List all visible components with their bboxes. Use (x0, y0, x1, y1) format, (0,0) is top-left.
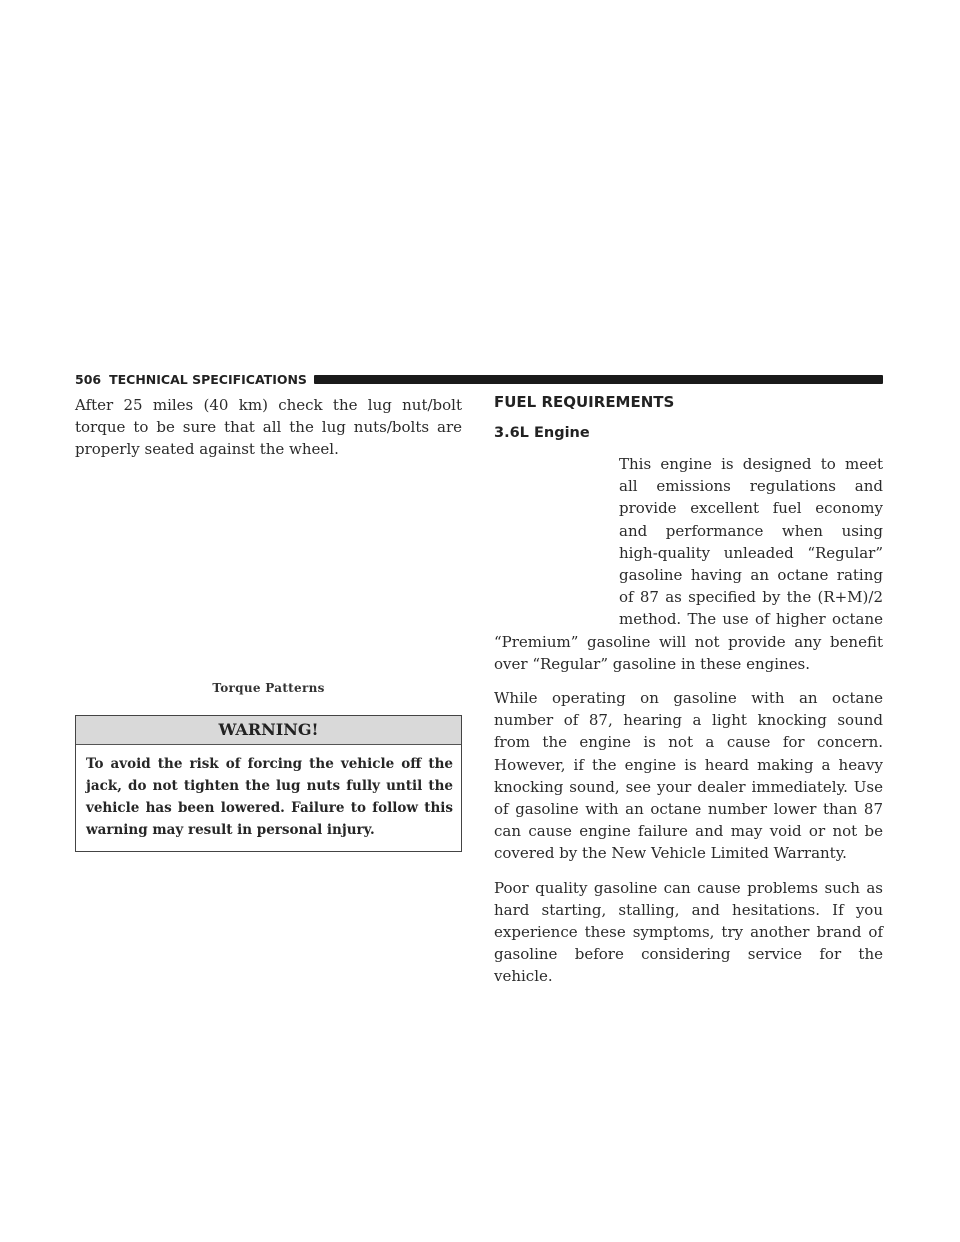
warning-title: WARNING! (76, 716, 461, 745)
left-column (75, 394, 462, 838)
fuel-paragraph-1: This engine is designed to meet all emissions regulations and provide excellent fuel economy and performance when using high-quality unleaded “Regular” gasoline having an octane rating of 87 as specified by the (R+M)/2 method. The use of higher octane “Premium” gasoline will not provide any benefit over “Regular” gasoline in these engines. (494, 455, 883, 673)
warning-box (75, 715, 462, 852)
fuel-paragraph-2: While operating on gasoline with an octane number of 87, hearing a light knocking sound from the engine is not a cause for concern. However, if the engine is heard making a heavy knocking sound, see your dealer immediately. Use of gasoline with an octane number lower than 87 can cause engine failure and may void or not be covered by the New Vehicle Limited Warranty. (494, 689, 883, 863)
page-number: 506 (75, 371, 102, 387)
engine-subheading: 3.6L Engine (494, 425, 590, 441)
fuel-icon-area (494, 453, 619, 610)
fuel-requirements-heading: FUEL REQUIREMENTS (494, 393, 675, 411)
torque-pattern-figure (75, 461, 462, 711)
warning-text: To avoid the risk of forcing the vehicle off the jack, do not tighten the lug nuts fully until the vehicle has been lowered. Failure to follow this warning may result in personal injury. (86, 756, 453, 838)
section-title: TECHNICAL SPECIFICATIONS (109, 371, 307, 387)
intro-paragraph: After 25 miles (40 km) check the lug nut/bolt torque to be sure that all the lug nuts/bolts are properly seated against the wheel. (75, 396, 462, 459)
figure-caption: Torque Patterns (212, 681, 325, 695)
right-column (494, 394, 883, 988)
page-header (75, 369, 883, 389)
fuel-paragraph-3: Poor quality gasoline can cause problems such as hard starting, stalling, and hesitations. If you experience these symptoms, try another brand of gasoline before considering service for the vehicle. (494, 878, 883, 986)
header-rule (314, 375, 883, 384)
